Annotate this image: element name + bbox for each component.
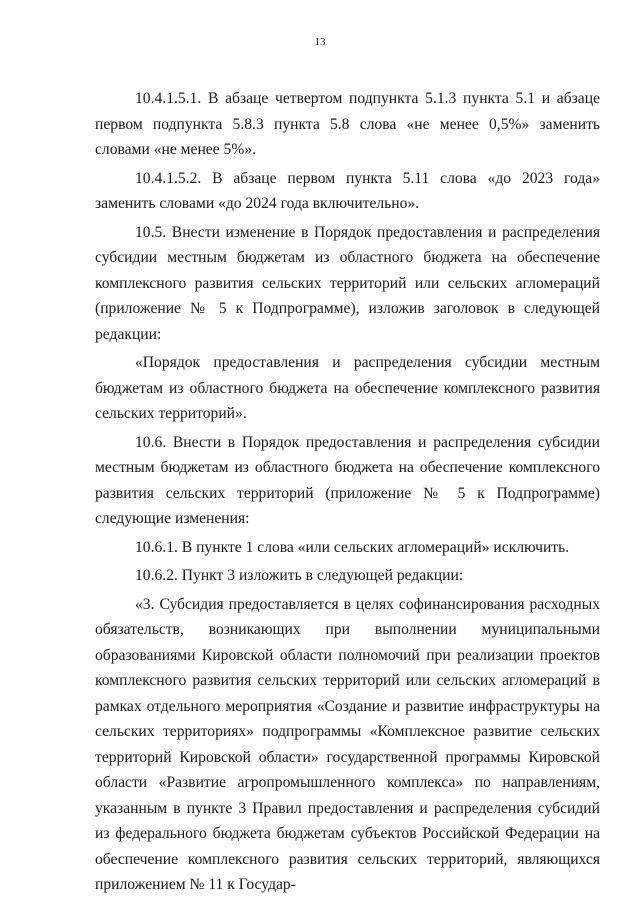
page-number: 13 xyxy=(314,36,326,48)
paragraph-10-4-1-5-1: 10.4.1.5.1. В абзаце четвертом подпункта 5.1.3 пункта 5.1 и абзаце первом подпункта 5.8.3 пункта 5.8 слова «не менее 0,5%» заменить словами «не менее 5%». xyxy=(95,90,600,158)
paragraph-10-5: 10.5. Внести изменение в Порядок предоставления и распределения субсидии местным бюджетам из областного бюджета на обеспечение комплексного развития сельских территорий или сельских агломераций (приложение № 5 к Подпрограмме), изложив заголовок в следующей редакции: xyxy=(95,223,600,343)
paragraph-10-4-1-5-2: 10.4.1.5.2. В абзаце первом пункта 5.11 слова «до 2023 года» заменить словами «до 2024 года включительно». xyxy=(95,169,600,212)
paragraph-quoted-title: «Порядок предоставления и распределения субсидии местным бюджетам из областного бюджета на обеспечение комплексного развития сельских территорий». xyxy=(95,354,600,422)
paragraph-10-6-2: 10.6.2. Пункт 3 изложить в следующей редакции: xyxy=(135,567,464,584)
paragraph-10-6: 10.6. Внести в Порядок предоставления и распределения субсидии местным бюджетам из областного бюджета на обеспечение комплексного развития сельских территорий (приложение № 5 к Подпрограмме) следующие изменения: xyxy=(95,433,600,527)
document-body xyxy=(95,86,600,901)
paragraph-item-3: «3. Субсидия предоставляется в целях софинансирования расходных обязательств, возникающих при выполнении муниципальными образованиями Кировской области полномочий при реализации проектов комплексного развития сельских территорий или сельских агломераций в рамках отдельного мероприятия «Создание и развитие инфраструктуры на сельских территориях» подпрограммы «Комплексное развитие сельских территорий Кировской области» государственной программы Кировской области «Развитие агропромышленного комплекса» по направлениям, указанным в пункте 3 Правил предоставления и распределения субсидий из федерального бюджета бюджетам субъектов Российской Федерации на обеспечение комплексного развития сельских территорий, являющихся приложением № 11 к Государ- xyxy=(95,595,600,893)
paragraph-10-6-1: 10.6.1. В пункте 1 слова «или сельских агломераций» исключить. xyxy=(135,538,570,556)
